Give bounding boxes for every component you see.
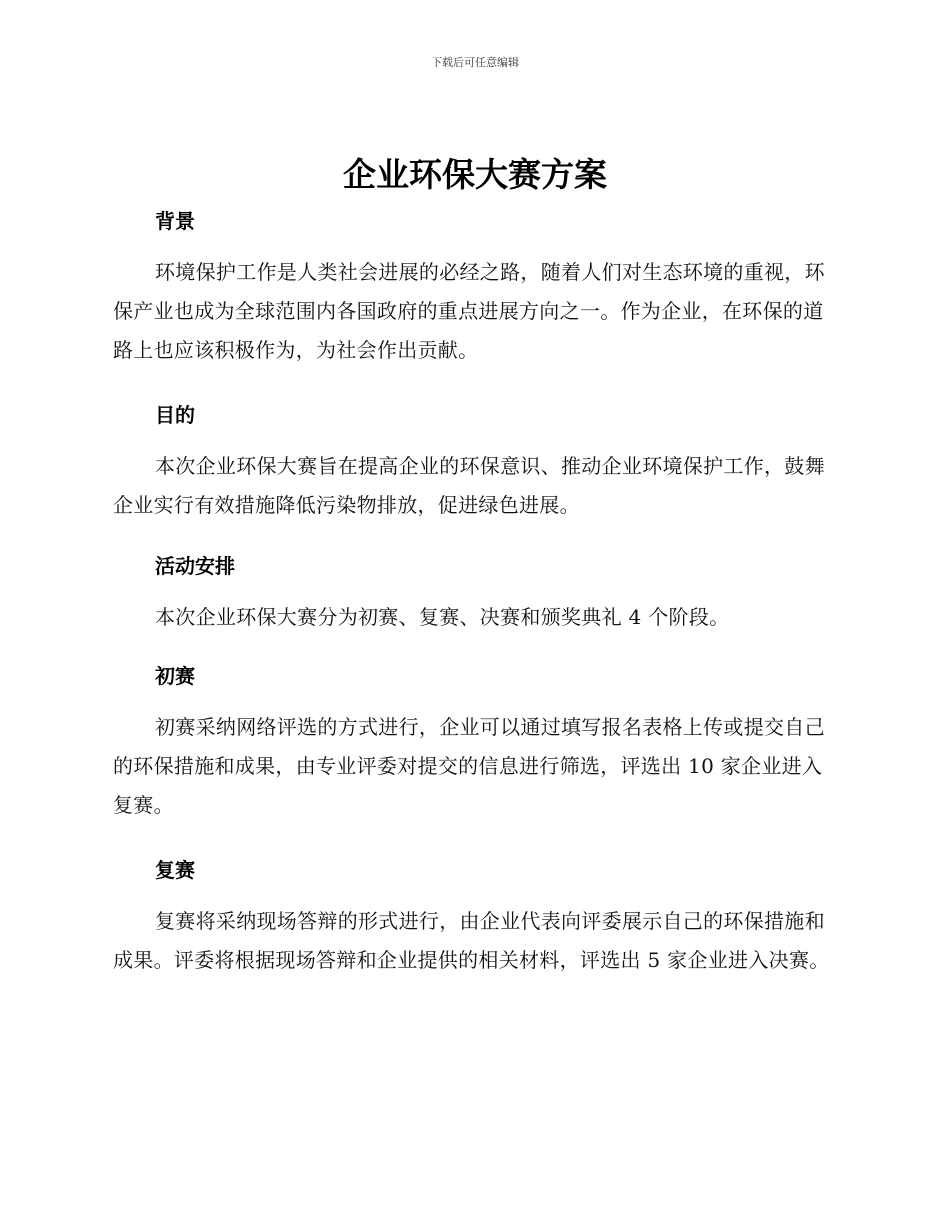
section-heading: 复赛 <box>155 858 195 882</box>
section-schedule <box>113 552 838 637</box>
section-body: 本次企业环保大赛分为初赛、复赛、决赛和颁奖典礼 4 个阶段。 <box>155 605 730 629</box>
section-preliminary <box>113 662 838 825</box>
section-heading: 活动安排 <box>155 554 235 578</box>
header-note: 下载后可任意编辑 <box>431 56 519 69</box>
section-heading: 背景 <box>155 209 195 233</box>
section-heading: 初赛 <box>155 664 195 688</box>
section-heading: 目的 <box>155 403 195 427</box>
document-title: 企业环保大赛方案 <box>343 155 607 194</box>
section-background <box>113 207 838 370</box>
section-body: 环境保护工作是人类社会进展的必经之路，随着人们对生态环境的重视，环保产业也成为全球范围内各国政府的重点进展方向之一。作为企业，在环保的道路上也应该积极作为，为社会作出贡献。 <box>113 260 825 362</box>
section-semifinal <box>113 856 838 980</box>
section-body: 初赛采纳网络评选的方式进行，企业可以通过填写报名表格上传或提交自己的环保措施和成果，由专业评委对提交的信息进行筛选，评选出 10 家企业进入复赛。 <box>113 715 825 817</box>
section-body: 本次企业环保大赛旨在提高企业的环保意识、推动企业环境保护工作，鼓舞企业实行有效措施降低污染物排放，促进绿色进展。 <box>113 454 825 517</box>
section-body: 复赛将采纳现场答辩的形式进行，由企业代表向评委展示自己的环保措施和成果。评委将根据现场答辩和企业提供的相关材料，评选出 5 家企业进入决赛。 <box>113 909 830 972</box>
section-purpose <box>113 401 838 525</box>
